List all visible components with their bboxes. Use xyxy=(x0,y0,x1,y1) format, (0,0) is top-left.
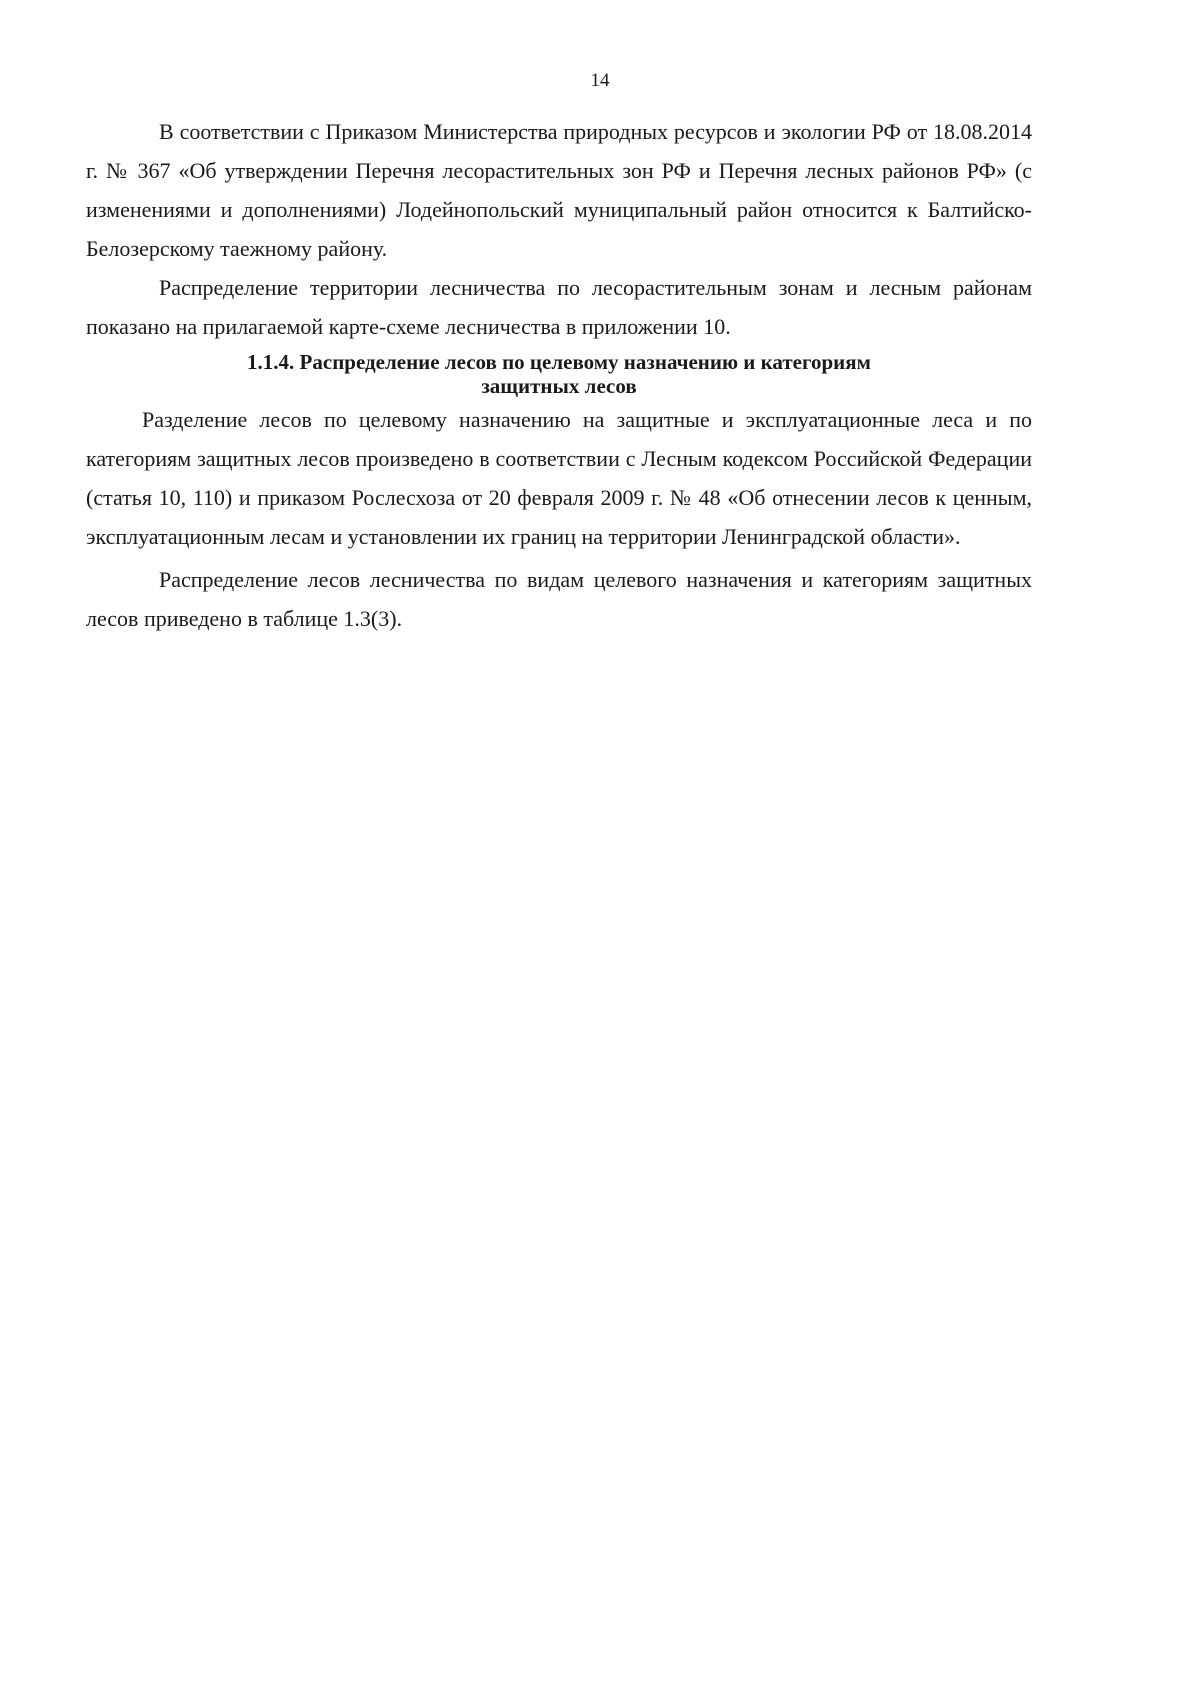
paragraph-territory-distribution: Распределение территории лесничества по лесорастительным зонам и лесным районам показано на прилагаемой карте-схеме лесничества в приложении 10. xyxy=(86,275,1032,339)
section-heading-line-2: защитных лесов xyxy=(481,374,637,398)
section-heading-line-1: 1.1.4. Распределение лесов по целевому назначению и категориям xyxy=(247,350,871,374)
document-body xyxy=(86,112,1032,638)
paragraph-zone-regulation: В соответствии с Приказом Министерства природных ресурсов и экологии РФ от 18.08.2014 г. № 367 «Об утверждении Перечня лесорастительных зон РФ и Перечня лесных районов РФ» (с изменениями и дополнениями) Лодейнопольский муниципальный район относится к Балтийско-Белозерскому таежному району. xyxy=(86,119,1032,261)
paragraph-forest-division: Разделение лесов по целевому назначению на защитные и эксплуатационные леса и по категориям защитных лесов произведено в соответствии с Лесным кодексом Российской Федерации (статья 10, 110) и приказом Рослесхоза от 20 февраля 2009 г. № 48 «Об отнесении лесов к ценным, эксплуатационным лесам и установлении их границ на территории Ленинградской области». xyxy=(86,407,1032,549)
paragraph-table-reference: Распределение лесов лесничества по видам целевого назначения и категориям защитных лесов приведено в таблице 1.3(3). xyxy=(86,567,1032,631)
page-number: 14 xyxy=(590,70,610,91)
section-heading xyxy=(86,350,1032,398)
